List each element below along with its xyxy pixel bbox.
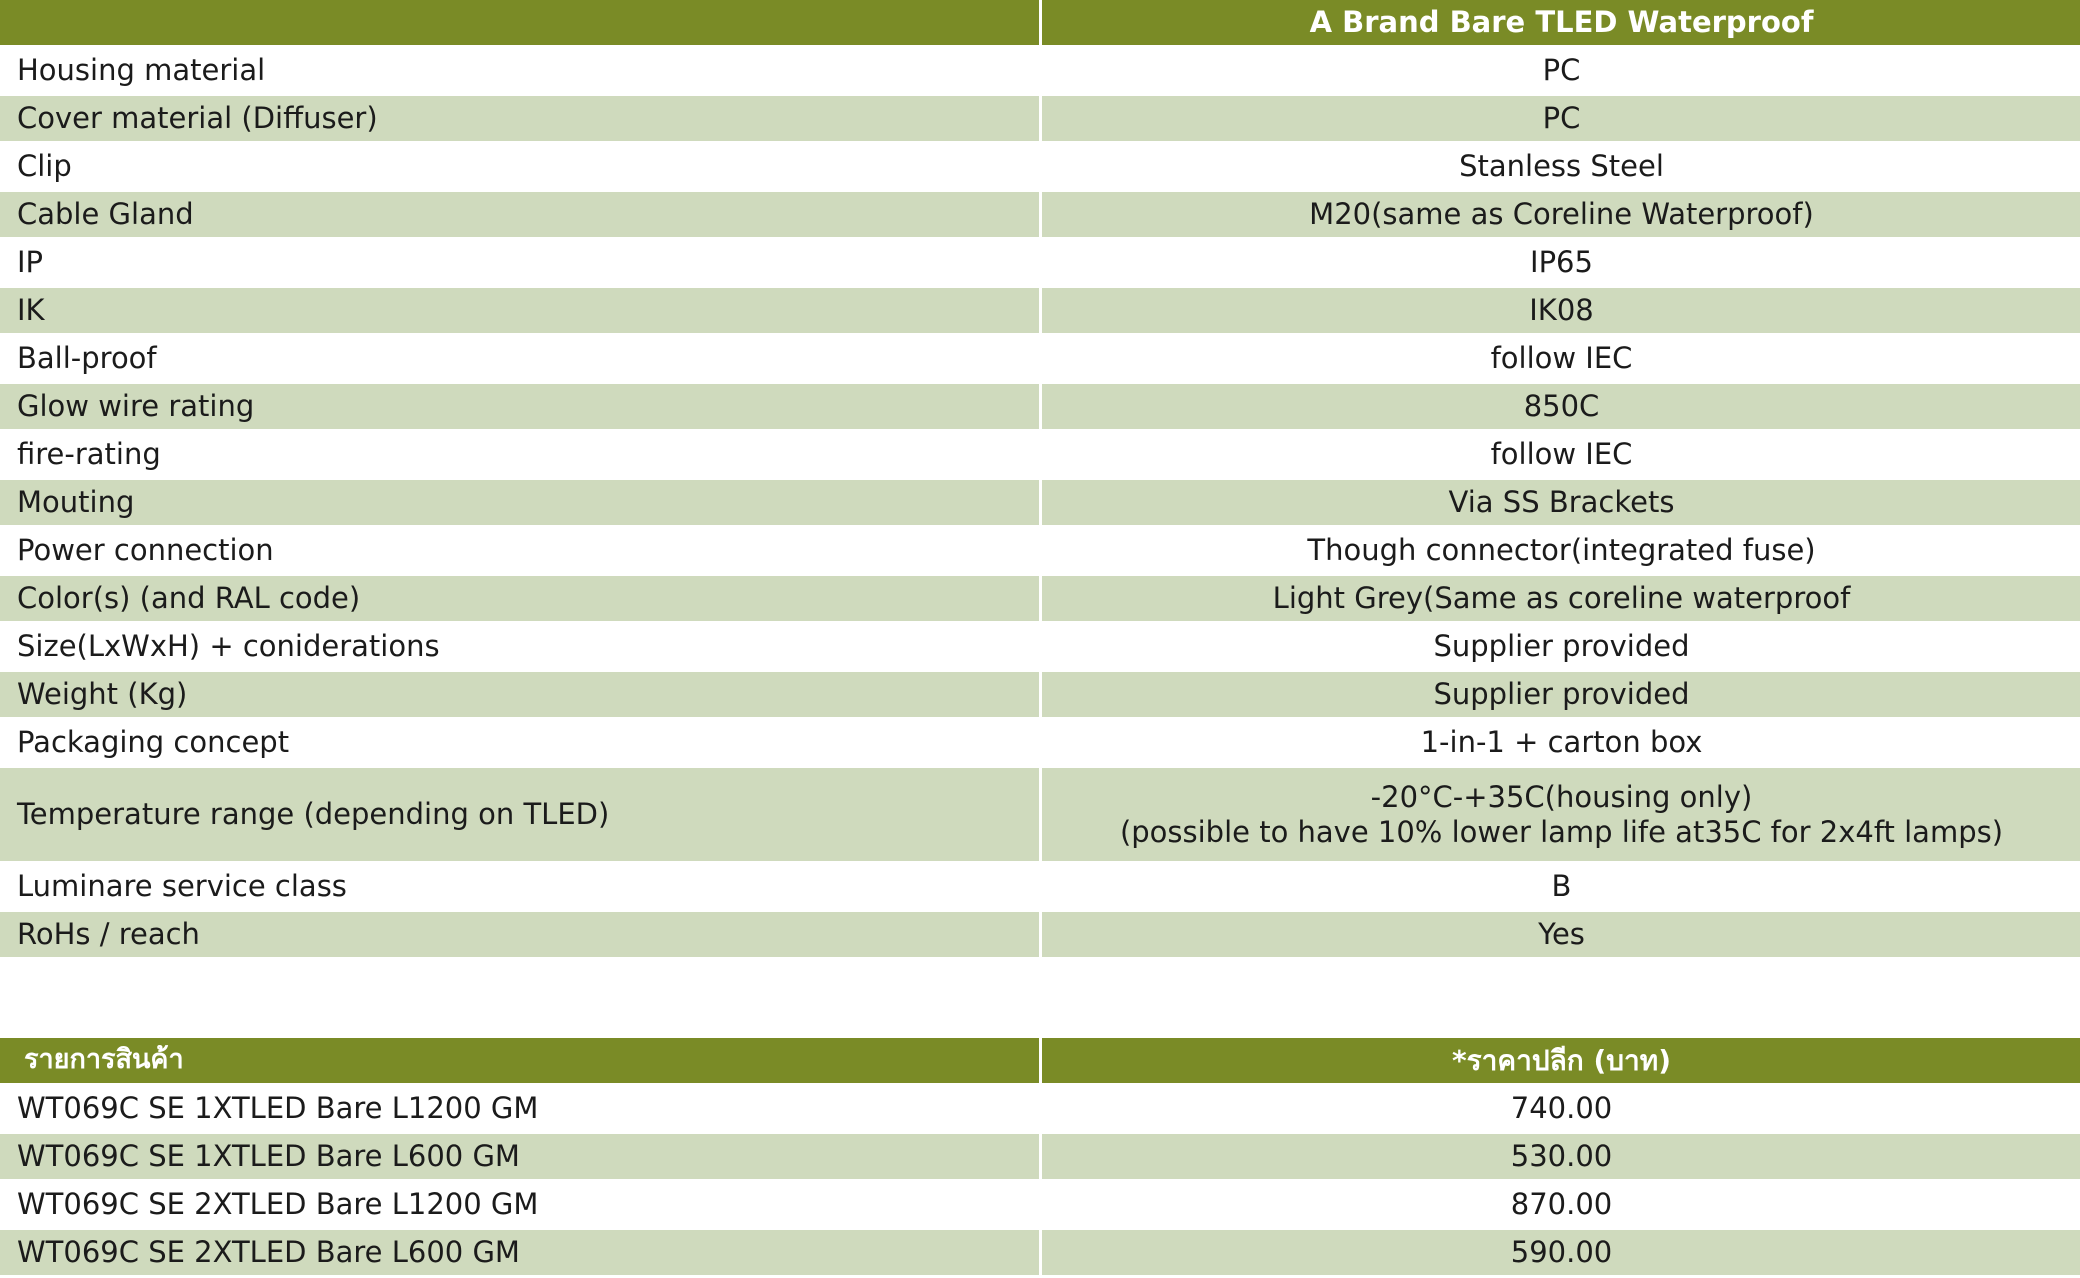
spec-value-line: -20°C-+35C(housing only)	[1370, 779, 1753, 814]
table-row	[0, 671, 2080, 719]
spec-value: Stanless Steel	[1040, 143, 2080, 191]
price-header-retail-price: *ราคาปลีก (บาท)	[1040, 1038, 2080, 1085]
spec-value: Supplier provided	[1040, 623, 2080, 671]
product-name: WT069C SE 2XTLED Bare L600 GM	[0, 1229, 1040, 1277]
table-row	[0, 1133, 2080, 1181]
product-price: 740.00	[1040, 1085, 2080, 1133]
spec-value: Light Grey(Same as coreline waterproof	[1040, 575, 2080, 623]
table-row	[0, 1085, 2080, 1133]
spec-label: Luminare service class	[0, 863, 1040, 911]
table-row	[0, 479, 2080, 527]
spec-label: Weight (Kg)	[0, 671, 1040, 719]
spec-label: fire-rating	[0, 431, 1040, 479]
product-name: WT069C SE 2XTLED Bare L1200 GM	[0, 1181, 1040, 1229]
spec-value: follow IEC	[1040, 431, 2080, 479]
spec-value	[1040, 767, 2080, 863]
spec-label: Clip	[0, 143, 1040, 191]
spec-header-label	[0, 0, 1040, 47]
table-row	[0, 191, 2080, 239]
table-row	[0, 287, 2080, 335]
spec-value: 850C	[1040, 383, 2080, 431]
spec-label: IP	[0, 239, 1040, 287]
spec-label: Housing material	[0, 47, 1040, 95]
table-row	[0, 1229, 2080, 1277]
table-row	[0, 335, 2080, 383]
product-price: 530.00	[1040, 1133, 2080, 1181]
table-row	[0, 911, 2080, 959]
spec-value: Though connector(integrated fuse)	[1040, 527, 2080, 575]
spec-label: Glow wire rating	[0, 383, 1040, 431]
product-name: WT069C SE 1XTLED Bare L1200 GM	[0, 1085, 1040, 1133]
spec-value: Yes	[1040, 911, 2080, 959]
spec-value: PC	[1040, 95, 2080, 143]
spec-value: 1-in-1 + carton box	[1040, 719, 2080, 767]
spec-value: PC	[1040, 47, 2080, 95]
price-table-header	[0, 1038, 2080, 1085]
spec-value: B	[1040, 863, 2080, 911]
spec-label: Ball-proof	[0, 335, 1040, 383]
spec-value-line: (possible to have 10% lower lamp life at35C for 2x4ft lamps)	[1119, 814, 2004, 849]
price-header-product-list: รายการสินค้า	[0, 1038, 1040, 1085]
table-row	[0, 719, 2080, 767]
table-row	[0, 623, 2080, 671]
spec-value: Via SS Brackets	[1040, 479, 2080, 527]
spec-value: Supplier provided	[1040, 671, 2080, 719]
product-price: 870.00	[1040, 1181, 2080, 1229]
spec-label: Cover material (Diffuser)	[0, 95, 1040, 143]
table-row	[0, 239, 2080, 287]
spec-table-header	[0, 0, 2080, 47]
spec-label: IK	[0, 287, 1040, 335]
table-row	[0, 863, 2080, 911]
table-row	[0, 431, 2080, 479]
spec-label: Mouting	[0, 479, 1040, 527]
table-row	[0, 527, 2080, 575]
spec-value: IK08	[1040, 287, 2080, 335]
spec-header-product-name: A Brand Bare TLED Waterproof	[1040, 0, 2080, 47]
spec-label: Power connection	[0, 527, 1040, 575]
spec-label: RoHs / reach	[0, 911, 1040, 959]
product-name: WT069C SE 1XTLED Bare L600 GM	[0, 1133, 1040, 1181]
table-row	[0, 1181, 2080, 1229]
table-row	[0, 383, 2080, 431]
spec-label: Temperature range (depending on TLED)	[0, 767, 1040, 863]
table-row	[0, 47, 2080, 95]
spec-label: Cable Gland	[0, 191, 1040, 239]
table-row	[0, 575, 2080, 623]
spec-label: Color(s) (and RAL code)	[0, 575, 1040, 623]
spec-value: IP65	[1040, 239, 2080, 287]
table-row	[0, 143, 2080, 191]
table-row	[0, 95, 2080, 143]
product-price: 590.00	[1040, 1229, 2080, 1277]
spec-value: M20(same as Coreline Waterproof)	[1040, 191, 2080, 239]
spec-label: Size(LxWxH) + coniderations	[0, 623, 1040, 671]
spec-value: follow IEC	[1040, 335, 2080, 383]
spec-label: Packaging concept	[0, 719, 1040, 767]
table-row	[0, 767, 2080, 863]
price-table	[0, 1038, 2080, 1278]
